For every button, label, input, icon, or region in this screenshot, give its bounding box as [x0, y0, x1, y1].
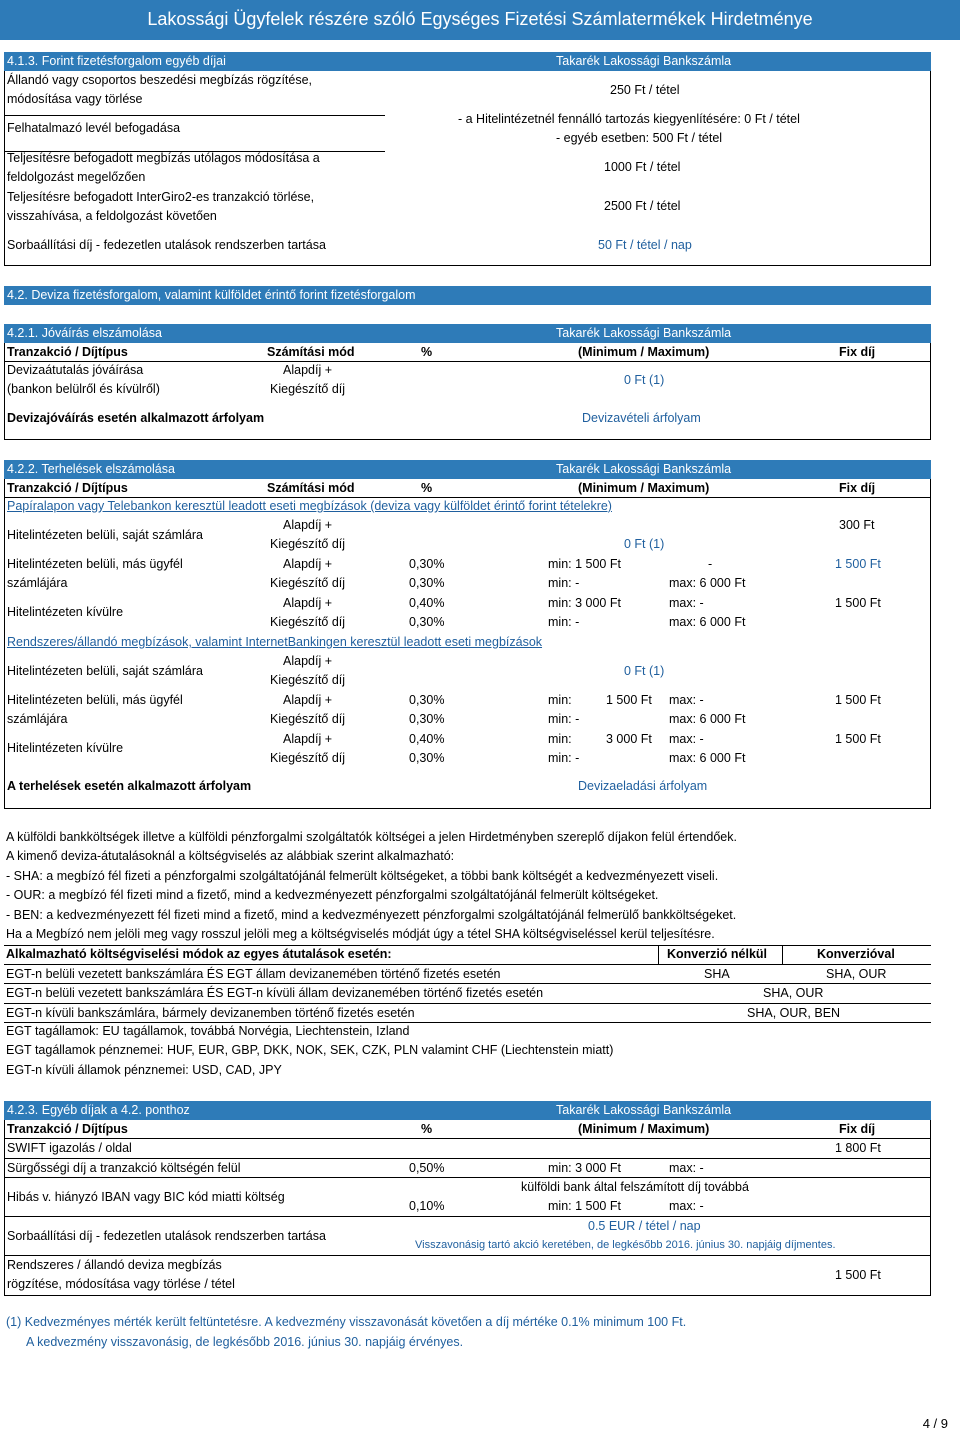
- table-row: [5, 1217, 930, 1256]
- col-with-conversion: Konverzióval: [817, 947, 895, 961]
- footnote: (1) Kedvezményes mérték került feltüntetésre. A kedvezmény visszavonását követően a díj mértéke 0.1% minimum 100 Ft.: [6, 1315, 687, 1329]
- column-headers: [5, 343, 930, 362]
- mode-base: Alapdíj +: [283, 363, 332, 377]
- col-minmax: (Minimum / Maximum): [578, 481, 710, 495]
- fee-table: [4, 71, 931, 266]
- row-label: Rendszeres / állandó deviza megbízás: [7, 1258, 222, 1272]
- col-percent: %: [421, 481, 433, 495]
- minimum: min: 3 000 Ft: [548, 596, 621, 610]
- mode-base: Alapdíj +: [283, 732, 332, 746]
- mode-base: Alapdíj +: [283, 518, 332, 532]
- maximum: max: -: [669, 1160, 704, 1175]
- row-label: Sorbaállítási díj - fedezetlen utalások rendszerben tartása: [7, 1229, 326, 1243]
- col-minmax: (Minimum / Maximum): [578, 345, 710, 359]
- mode-extra: Kiegészítő díj: [270, 576, 346, 590]
- column-headers: [5, 479, 930, 498]
- row-label: Devizajóváírás esetén alkalmazott árfolyam: [7, 411, 265, 425]
- row-value: 0 Ft (1): [624, 537, 665, 551]
- row-label: Sorbaállítási díj - fedezetlen utalások rendszerben tartása: [7, 238, 326, 252]
- table-row: [4, 965, 931, 985]
- maximum: max: -: [669, 732, 704, 746]
- fix-fee: 1 800 Ft: [835, 1141, 881, 1155]
- footnote: A kedvezmény visszavonásig, de legkésőbb 2016. június 30. napjáig érvényes.: [26, 1335, 464, 1349]
- row-value: 250 Ft / tétel: [610, 83, 680, 97]
- section-4-2-1: [4, 324, 931, 440]
- minimum: min: 1 500 Ft: [548, 557, 621, 571]
- row-label: rögzítése, módosítása vagy törlése / tétel: [7, 1277, 235, 1291]
- mode-base: Alapdíj +: [283, 654, 332, 668]
- row-value: Devizaeladási árfolyam: [578, 779, 708, 793]
- row-label: EGT-n belüli vezetett bankszámlára ÉS EGT-n kívüli állam devizanemében történő fizetés esetén: [6, 986, 544, 1000]
- percent: 0,30%: [409, 693, 445, 707]
- section-header: [4, 52, 931, 71]
- row-label: Teljesítésre befogadott megbízás utólagos módosítása a: [7, 151, 320, 165]
- row-label: EGT-n belüli vezetett bankszámlára ÉS EGT állam devizanemében történő fizetés esetén: [6, 966, 501, 981]
- row-value: 1000 Ft / tétel: [604, 160, 681, 174]
- mode-extra: Kiegészítő díj: [270, 751, 346, 765]
- minimum: min:: [548, 732, 572, 746]
- maximum: -: [708, 557, 713, 571]
- table-row: [4, 984, 931, 1004]
- row-value: - egyéb esetben: 500 Ft / tétel: [556, 131, 723, 145]
- minimum-value: 3 000 Ft: [606, 732, 652, 746]
- maximum: max: -: [669, 596, 704, 610]
- fix-fee: 1 500 Ft: [835, 596, 881, 610]
- row-label: Állandó vagy csoportos beszedési megbízás rögzítése,: [7, 73, 313, 87]
- row-label: A terhelések esetén alkalmazott árfolyam: [7, 779, 252, 793]
- col-no-conversion: Konverzió nélkül: [667, 947, 768, 961]
- section-title: 4.1.3. Forint fizetésforgalom egyéb díjai: [7, 54, 226, 68]
- product-name: Takarék Lakossági Bankszámla: [556, 1103, 732, 1117]
- percent: 0,30%: [409, 712, 445, 726]
- row-label: Hitelintézeten kívülre: [7, 741, 124, 755]
- note-line: EGT tagállamok pénznemei: HUF, EUR, GBP, DKK, NOK, SEK, CZK, PLN valamint CHF (Liechtenstein miatt): [6, 1043, 614, 1057]
- row-label: Devizaátutalás jóváírása: [7, 363, 144, 377]
- cell-no-conversion: SHA: [704, 966, 730, 981]
- row-label: Hitelintézeten belüli, más ügyfél: [7, 693, 183, 707]
- maximum: max: 6 000 Ft: [669, 712, 746, 726]
- cell-merged: SHA, OUR: [763, 986, 824, 1000]
- maximum: max: -: [669, 1199, 704, 1213]
- row-value: Devizavételi árfolyam: [582, 411, 701, 425]
- row-label: feldolgozást megelőzően: [7, 170, 146, 184]
- subsection-title: Papíralapon vagy Telebankon keresztül leadott eseti megbízások (deviza vagy külföldet érintő forint tételekre): [7, 499, 612, 513]
- note-line: Ha a Megbízó nem jelöli meg vagy rosszul jelöli meg a költségviselés módját úgy a tétel SHA költségviseléssel kerül teljesítésre.: [6, 927, 715, 941]
- row-value: 0.5 EUR / tétel / nap: [588, 1219, 701, 1233]
- row-value: 0 Ft (1): [624, 373, 665, 387]
- fix-fee: 1 500 Ft: [835, 693, 881, 707]
- row-note: Visszavonásig tartó akció keretében, de legkésőbb 2016. június 30. napjáig díjmentes.: [415, 1239, 836, 1251]
- note-line: - OUR: a megbízó fél fizeti mind a fizető, mind a kedvezményezett pénzforgalmi szolgáltatójánál felmerült költségeket.: [6, 888, 659, 902]
- row-label: számlájára: [7, 576, 68, 590]
- minimum: min:: [548, 693, 572, 707]
- fix-fee: 1 500 Ft: [835, 732, 881, 746]
- divider: [782, 945, 783, 965]
- row-label: Sürgősségi díj a tranzakció költségén felül: [7, 1160, 241, 1175]
- col-percent: %: [421, 1122, 433, 1136]
- row-label: SWIFT igazolás / oldal: [7, 1141, 132, 1155]
- row-label: Hitelintézeten belüli, saját számlára: [7, 664, 203, 678]
- table-header: [4, 945, 931, 965]
- minimum-value: 1 500 Ft: [606, 693, 652, 707]
- subsection-title: Rendszeres/állandó megbízások, valamint InternetBankingen keresztül leadott eseti megbízások: [7, 635, 543, 649]
- column-headers: [5, 1120, 930, 1139]
- row-label: számlájára: [7, 712, 68, 726]
- note-line: EGT-n kívüli államok pénznemei: USD, CAD, JPY: [6, 1063, 282, 1077]
- mode-extra: Kiegészítő díj: [270, 382, 346, 396]
- row-label: Hitelintézeten belüli, saját számlára: [7, 528, 203, 542]
- col-transaction: Tranzakció / Díjtípus: [7, 481, 128, 495]
- fix-fee: 1 500 Ft: [835, 1268, 881, 1282]
- note-line: A kimenő deviza-átutalásoknál a költségviselés az alábbiak szerint alkalmazható:: [6, 849, 455, 863]
- fix-fee: 1 500 Ft: [835, 557, 881, 571]
- page-title: Lakossági Ügyfelek részére szóló Egységes Fizetési Számlatermékek Hirdetménye: [0, 0, 960, 40]
- row-label: (bankon belülről és kívülről): [7, 382, 160, 396]
- fee-table: [4, 1120, 931, 1296]
- percent: 0,30%: [409, 751, 445, 765]
- minimum: min: 1 500 Ft: [548, 1199, 621, 1213]
- col-mode: Számítási mód: [267, 345, 355, 359]
- minimum: min: 3 000 Ft: [548, 1160, 621, 1175]
- row-label: EGT-n kívüli bankszámlára, bármely devizanemben történő fizetés esetén: [6, 1005, 415, 1020]
- table-row: [5, 1139, 930, 1159]
- note-line: - BEN: a kedvezményezett fél fizeti mind a fizető, mind a kedvezményezett pénzforgalmi szolgáltatójánál felmerülő bankköltségeket.: [6, 908, 737, 922]
- row-label: Teljesítésre befogadott InterGiro2-es tranzakció törlése,: [7, 190, 315, 204]
- maximum: max: 6 000 Ft: [669, 576, 746, 590]
- mode-extra: Kiegészítő díj: [270, 712, 346, 726]
- col-percent: %: [421, 345, 433, 359]
- row-label: Hitelintézeten kívülre: [7, 605, 124, 619]
- mode-base: Alapdíj +: [283, 596, 332, 610]
- row-value: 2500 Ft / tétel: [604, 199, 681, 213]
- cost-bearing-table: [4, 945, 931, 1025]
- percent: 0,40%: [409, 732, 445, 746]
- table-row: [4, 1004, 931, 1024]
- section-header: [4, 1101, 931, 1120]
- table-row: [5, 1159, 930, 1179]
- note-line: - SHA: a megbízó fél fizeti a pénzforgalmi szolgáltatójánál felmerült költségeket, a többi bank költségét a kedvezményezett viseli.: [6, 869, 719, 883]
- page-number: 4 / 9: [922, 1416, 948, 1431]
- maximum: max: 6 000 Ft: [669, 751, 746, 765]
- minimum: min: -: [548, 751, 580, 765]
- minimum: min: -: [548, 576, 580, 590]
- mode-base: Alapdíj +: [283, 693, 332, 707]
- fee-table: [4, 343, 931, 440]
- percent: 0,30%: [409, 576, 445, 590]
- col-transaction: Tranzakció / Díjtípus: [7, 345, 128, 359]
- minimum: min: -: [548, 615, 580, 629]
- maximum: max: -: [669, 693, 704, 707]
- mode-base: Alapdíj +: [283, 557, 332, 571]
- percent: 0,30%: [409, 615, 445, 629]
- percent: 0,10%: [409, 1199, 445, 1213]
- fee-table: [4, 479, 931, 809]
- section-4-2-2: [4, 460, 931, 809]
- product-name: Takarék Lakossági Bankszámla: [556, 326, 732, 340]
- section-4-1-3: [4, 52, 931, 266]
- col-mode: Számítási mód: [267, 481, 355, 495]
- col-fix: Fix díj: [839, 481, 876, 495]
- row-value: - a Hitelintézetnél fennálló tartozás kiegyenlítésére: 0 Ft / tétel: [458, 112, 800, 126]
- cell-merged: SHA, OUR, BEN: [747, 1005, 841, 1020]
- row-label: Hitelintézeten belüli, más ügyfél: [7, 557, 183, 571]
- divider: [658, 945, 659, 965]
- minimum: min: -: [548, 712, 580, 726]
- row-label: módosítása vagy törlése: [7, 92, 143, 106]
- section-header: [4, 324, 931, 343]
- section-title: 4.2.2. Terhelések elszámolása: [7, 462, 175, 476]
- mode-extra: Kiegészítő díj: [270, 615, 346, 629]
- section-title: 4.2.3. Egyéb díjak a 4.2. ponthoz: [7, 1103, 190, 1117]
- section-4-2-header: 4.2. Deviza fizetésforgalom, valamint külföldet érintő forint fizetésforgalom: [4, 286, 931, 305]
- row-label: Hibás v. hiányzó IBAN vagy BIC kód miatti költség: [7, 1190, 285, 1204]
- divider: [5, 115, 385, 116]
- fix-fee: 300 Ft: [839, 518, 875, 532]
- row-label: Felhatalmazó levél befogadása: [7, 121, 181, 135]
- note-line: EGT tagállamok: EU tagállamok, továbbá Norvégia, Liechtenstein, Izland: [6, 1024, 410, 1038]
- mode-extra: Kiegészítő díj: [270, 537, 346, 551]
- percent: 0,30%: [409, 557, 445, 571]
- cell-with-conversion: SHA, OUR: [826, 966, 887, 981]
- product-name: Takarék Lakossági Bankszámla: [556, 54, 732, 68]
- col-transaction: Tranzakció / Díjtípus: [7, 1122, 128, 1136]
- row-value: 0 Ft (1): [624, 664, 665, 678]
- row-note: külföldi bank által felszámított díj továbbá: [521, 1180, 749, 1194]
- product-name: Takarék Lakossági Bankszámla: [556, 462, 732, 476]
- table-title: Alkalmazható költségviselési módok az egyes átutalások esetén:: [6, 947, 392, 961]
- percent: 0,40%: [409, 596, 445, 610]
- col-fix: Fix díj: [839, 345, 876, 359]
- section-title: 4.2.1. Jóváírás elszámolása: [7, 326, 162, 340]
- section-header: [4, 460, 931, 479]
- table-row: [5, 1256, 930, 1295]
- mode-extra: Kiegészítő díj: [270, 673, 346, 687]
- row-label: visszahívása, a feldolgozást követően: [7, 209, 217, 223]
- percent: 0,50%: [409, 1160, 445, 1175]
- section-4-2-3: [4, 1101, 931, 1296]
- note-line: A külföldi bankköltségek illetve a külföldi pénzforgalmi szolgáltatók költségei a jelen Hirdetményben szereplő díjakon felül értendőek.: [6, 830, 737, 844]
- maximum: max: 6 000 Ft: [669, 615, 746, 629]
- col-minmax: (Minimum / Maximum): [578, 1122, 710, 1136]
- col-fix: Fix díj: [839, 1122, 876, 1136]
- row-value: 50 Ft / tétel / nap: [598, 238, 692, 252]
- table-row: [5, 1178, 930, 1217]
